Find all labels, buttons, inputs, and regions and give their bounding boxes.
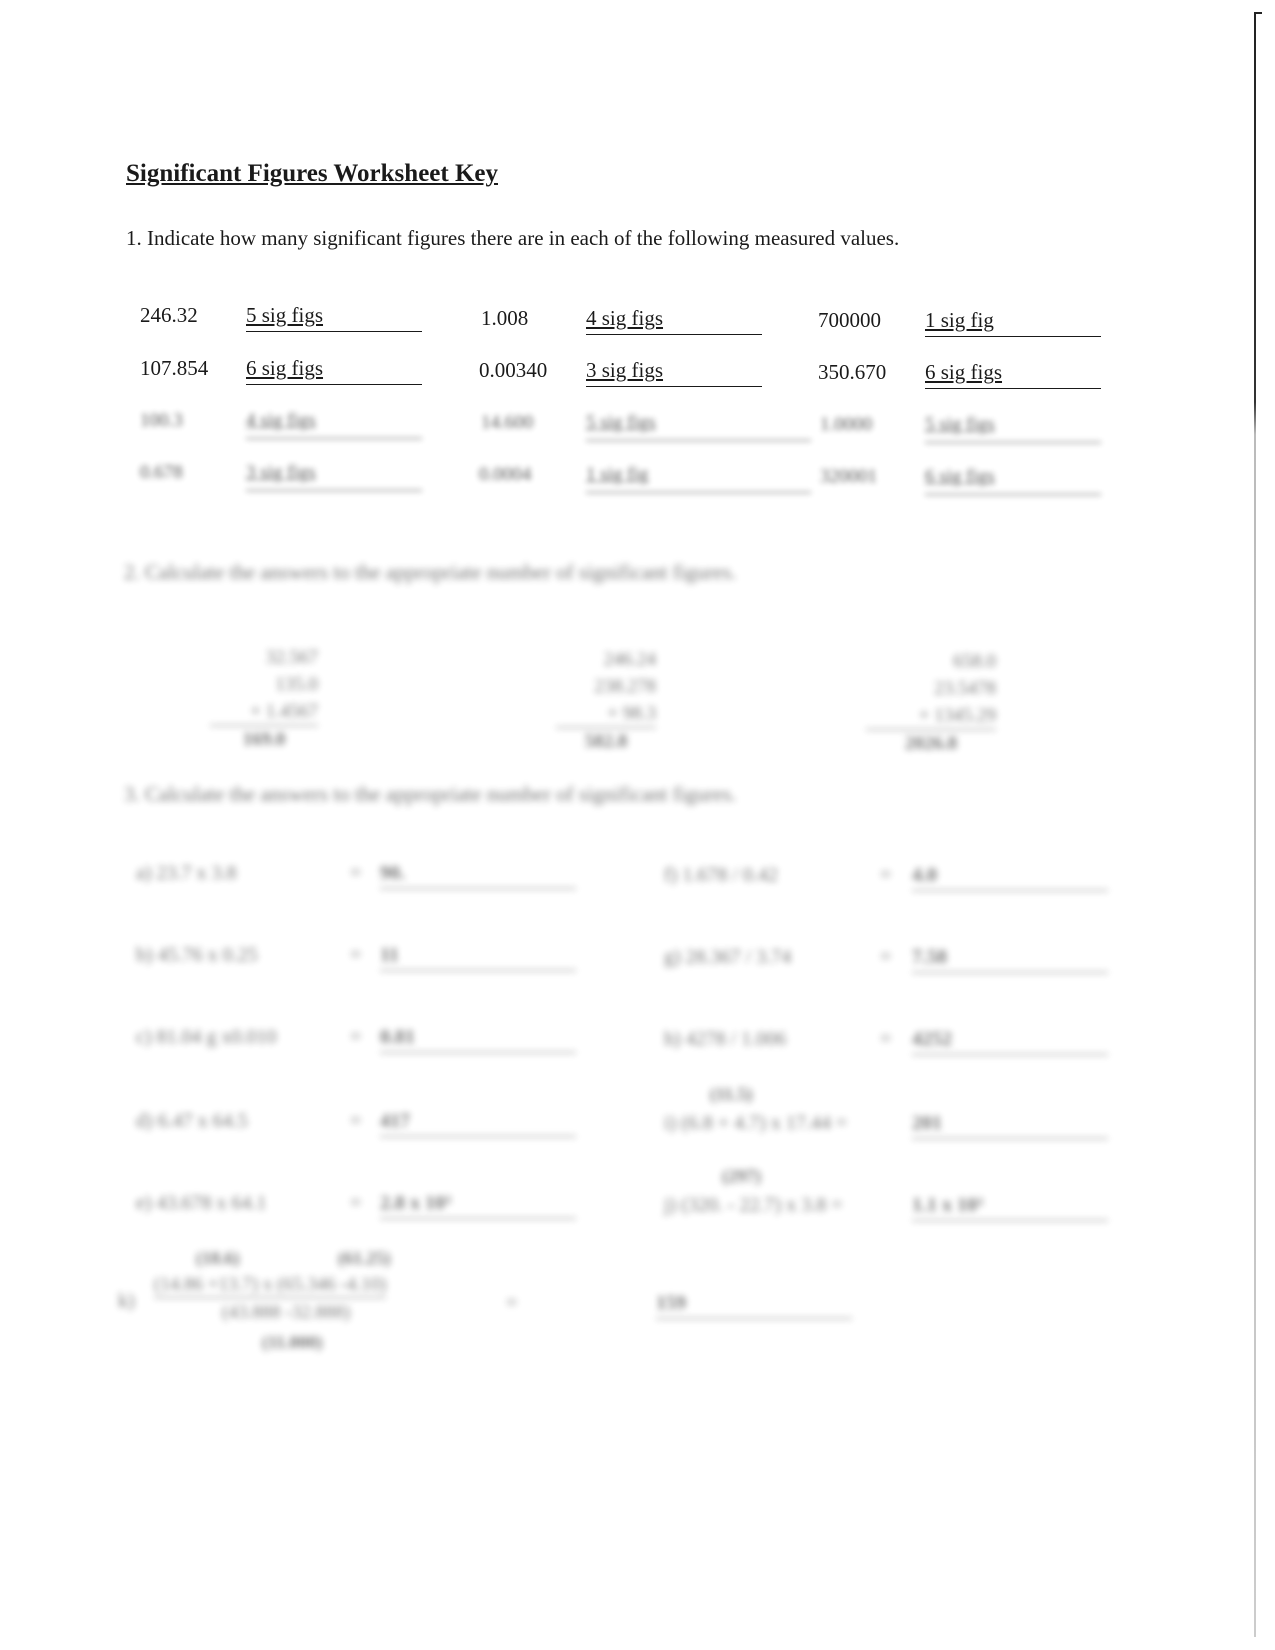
q1-answer: 1 sig fig bbox=[925, 308, 1101, 337]
q3-expression: a) 23.7 x 3.8 bbox=[136, 862, 237, 884]
q3-answer: 90. bbox=[380, 862, 576, 889]
q2-sum-line: 32.567 bbox=[265, 647, 318, 668]
q3-answer: 201 bbox=[912, 1112, 1108, 1139]
q1-answer: 3 sig figs bbox=[246, 462, 422, 491]
q2-sum-line: 23.5478 bbox=[934, 678, 996, 699]
q3-answer: 4.0 bbox=[912, 864, 1108, 891]
q3-expression: f) 1.678 / 0.42 bbox=[664, 864, 778, 886]
q3-answer: 0.81 bbox=[380, 1026, 576, 1053]
q2-instruction: 2. Calculate the answers to the appropriate number of significant figures. bbox=[124, 560, 737, 584]
q1-instruction: 1. Indicate how many significant figures there are in each of the following measured values. bbox=[126, 226, 900, 250]
q3-intermediate-note: (11.5) bbox=[710, 1084, 753, 1104]
q3-equals: = bbox=[350, 862, 362, 884]
q3-equals: = bbox=[880, 946, 892, 968]
q1-value: 246.32 bbox=[140, 303, 198, 327]
q3-answer: 2.8 x 10³ bbox=[380, 1192, 576, 1219]
q1-value: 100.3 bbox=[140, 410, 183, 431]
q1-answer: 1 sig fig bbox=[586, 464, 811, 493]
q1-answer: 5 sig figs bbox=[246, 303, 422, 332]
q1-answer: 6 sig figs bbox=[925, 466, 1101, 495]
q3-equals: = bbox=[350, 1110, 362, 1132]
q1-answer: 3 sig figs bbox=[586, 358, 762, 387]
q1-answer: 4 sig figs bbox=[246, 410, 422, 439]
q3-answer: 4252 bbox=[912, 1028, 1108, 1055]
q2-sum-line: 135.0 bbox=[275, 674, 318, 695]
q1-value: 700000 bbox=[818, 308, 881, 332]
q3-instruction: 3. Calculate the answers to the appropriate number of significant figures. bbox=[124, 782, 737, 806]
q2-sum-result: 169.0 bbox=[242, 729, 286, 750]
q3-answer: 11 bbox=[380, 944, 576, 971]
q1-answer: 5 sig figs bbox=[586, 412, 811, 441]
q1-value: 1.008 bbox=[481, 306, 529, 330]
q3k-answer: 159 bbox=[656, 1292, 852, 1319]
q2-sum-line: + 1.4567 bbox=[210, 698, 318, 726]
scan-edge-tick bbox=[1254, 12, 1262, 14]
q3-expression: b) 45.76 x 0.25 bbox=[136, 944, 258, 966]
q3k-numerator: (14.86 +13.7) x (65.346 -4.10) bbox=[154, 1274, 386, 1298]
q3-equals: = bbox=[350, 1192, 362, 1214]
q1-value: 14.600 bbox=[481, 412, 534, 433]
q3-equals: = bbox=[350, 944, 362, 966]
q3-expression: i) (6.8 + 4.7) x 17.44 = bbox=[664, 1112, 848, 1134]
q2-sum-line: 658.0 bbox=[953, 651, 996, 672]
q2-sum bbox=[210, 644, 318, 753]
q1-value: 0.678 bbox=[140, 462, 183, 483]
q3-expression: g) 28.367 / 3.74 bbox=[664, 946, 792, 968]
q1-value: 107.854 bbox=[140, 356, 209, 380]
q3-answer: 1.1 x 10³ bbox=[912, 1194, 1108, 1221]
q3-intermediate-note: (297) bbox=[722, 1166, 761, 1186]
q3-answer: 417 bbox=[380, 1110, 576, 1137]
q3-equals: = bbox=[350, 1026, 362, 1048]
q2-sum-line: + 98.3 bbox=[556, 700, 656, 728]
q1-value: 320001 bbox=[820, 466, 877, 487]
q1-answer: 6 sig figs bbox=[925, 360, 1101, 389]
q1-value: 1.0000 bbox=[820, 414, 873, 435]
q1-answer: 4 sig figs bbox=[586, 306, 762, 335]
q3k-denominator: (43.888 -32.888) bbox=[222, 1302, 351, 1323]
q2-sum-result: 582.8 bbox=[584, 731, 628, 752]
q3k-note-bottom: (11.000) bbox=[262, 1332, 323, 1352]
q2-sum bbox=[556, 646, 656, 755]
q3-expression: d) 6.47 x 64.5 bbox=[136, 1110, 248, 1132]
q3-equals: = bbox=[880, 1028, 892, 1050]
q3-equals: = bbox=[880, 864, 892, 886]
q1-value: 0.0004 bbox=[479, 464, 532, 485]
scan-edge-line bbox=[1254, 12, 1256, 1637]
page-title: Significant Figures Worksheet Key bbox=[126, 160, 498, 187]
q1-answer: 6 sig figs bbox=[246, 356, 422, 385]
q3-answer: 7.58 bbox=[912, 946, 1108, 973]
q1-value: 350.670 bbox=[818, 360, 887, 384]
q3k-note-top-right: (61.25) bbox=[338, 1248, 391, 1268]
q2-sum-line: 246.24 bbox=[603, 649, 656, 670]
q3k-label: k) bbox=[118, 1290, 135, 1312]
q3-expression: j) (320. - 22.7) x 3.8 = bbox=[664, 1194, 843, 1216]
q2-sum bbox=[866, 648, 996, 757]
q2-sum-result: 2026.8 bbox=[904, 733, 958, 754]
q2-sum-line: + 1345.29 bbox=[866, 702, 996, 730]
q3-expression: h) 4278 / 1.006 bbox=[664, 1028, 787, 1050]
q3-expression: e) 43.678 x 64.1 bbox=[136, 1192, 267, 1214]
q1-value: 0.00340 bbox=[479, 358, 548, 382]
q2-sum-line: 238.278 bbox=[594, 676, 656, 697]
q3k-equals: = bbox=[506, 1292, 518, 1314]
q3-expression: c) 81.04 g x0.010 bbox=[136, 1026, 277, 1048]
q1-answer: 5 sig figs bbox=[925, 414, 1101, 443]
q3k-note-top-left: (18.6) bbox=[196, 1248, 240, 1268]
